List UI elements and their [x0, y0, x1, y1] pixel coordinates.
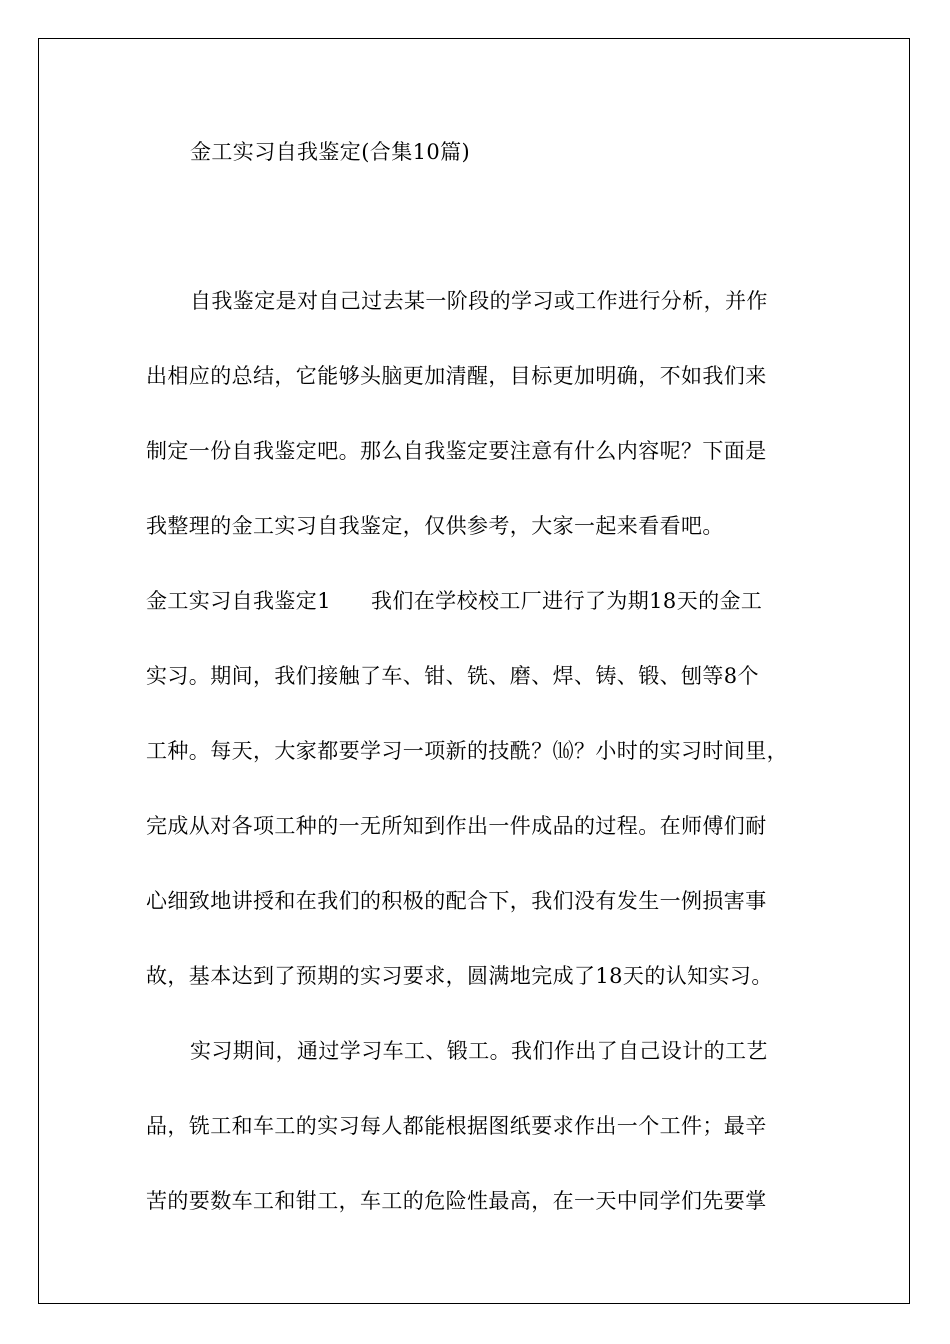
intro-line-3: 制定一份自我鉴定吧。那么自我鉴定要注意有什么内容呢？下面是: [146, 439, 767, 463]
section-1-first-line: [146, 587, 762, 615]
section-1-line-4: 完成从对各项工种的一无所知到作出一件成品的过程。在师傅们耐: [146, 814, 767, 838]
section-1-line-2: 实习。期间，我们接触了车、钳、铣、磨、焊、铸、锻、刨等8个: [146, 664, 759, 688]
intro-line-4: 我整理的金工实习自我鉴定，仅供参考，大家一起来看看吧。: [146, 514, 724, 538]
intro-line-2: 出相应的总结，它能够头脑更加清醒，目标更加明确，不如我们来: [146, 364, 767, 388]
section-1-para2-line-1: 实习期间，通过学习车工、锻工。我们作出了自己设计的工艺: [190, 1039, 768, 1063]
section-1-line-3: 工种。每天，大家都要学习一项新的技酰？⒃？小时的实习时间里，: [146, 739, 788, 763]
document-title: 金工实习自我鉴定(合集10篇): [190, 140, 471, 164]
intro-line-1: 自我鉴定是对自己过去某一阶段的学习或工作进行分析，并作: [190, 289, 768, 313]
section-1-para2-line-2: 品，铣工和车工的实习每人都能根据图纸要求作出一个工件；最辛: [146, 1114, 767, 1138]
section-1-line-5: 心细致地讲授和在我们的积极的配合下，我们没有发生一例损害事: [146, 889, 767, 913]
section-1-line-6: 故，基本达到了预期的实习要求，圆满地完成了18天的认知实习。: [146, 964, 773, 988]
section-1-para2-line-3: 苦的要数车工和钳工，车工的危险性最高，在一天中同学们先要掌: [146, 1189, 767, 1213]
section-1-line-1: 我们在学校校工厂进行了为期18天的金工: [370, 589, 763, 613]
section-1-heading: 金工实习自我鉴定1: [146, 589, 331, 613]
